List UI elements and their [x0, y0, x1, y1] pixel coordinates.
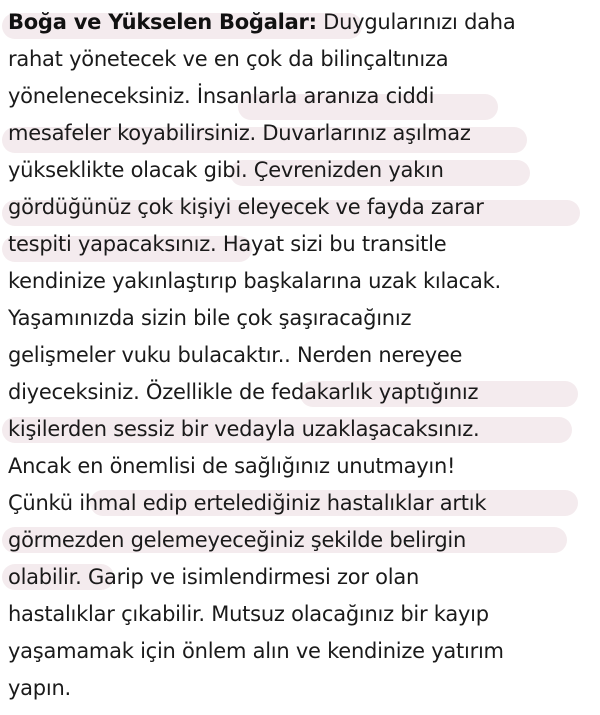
heading: Boğa ve Yükselen Boğalar: — [8, 10, 317, 34]
text-line: görmezden gelemeyeceğiniz şekilde belirgin — [8, 528, 467, 552]
text-line: gördüğünüz çok kişiyi eleyecek ve fayda zarar — [8, 195, 484, 219]
text-line: tespiti yapacaksınız. Hayat sizi bu transitle — [8, 232, 447, 256]
text-line: Yaşamınızda sizin bile çok şaşıracağınız — [8, 306, 412, 330]
text-line: yöneleneceksiniz. İnsanlarla aranıza ciddi — [8, 84, 435, 108]
text-line — [8, 4, 515, 40]
text-line: yükseklikte olacak gibi. Çevrenizden yakın — [8, 158, 444, 182]
text-line: rahat yönetecek ve en çok da bilinçaltınıza — [8, 47, 449, 71]
text-line: kendinize yakınlaştırıp başkalarına uzak kılacak. — [8, 269, 501, 293]
text-segment: Duygularınızı daha — [316, 10, 516, 34]
text-line: hastalıklar çıkabilir. Mutsuz olacağınız bir kayıp — [8, 602, 489, 626]
text-line: Ancak en önemlisi de sağlığınız unutmayın! — [8, 454, 456, 478]
text-line: diyeceksiniz. Özellikle de fedakarlık yaptığınız — [8, 380, 479, 404]
text-line: yapın. — [8, 676, 71, 700]
text-line: Çünkü ihmal edip ertelediğiniz hastalıklar artık — [8, 491, 487, 515]
text-line: kişilerden sessiz bir vedayla uzaklaşacaksınız. — [8, 417, 480, 441]
text-line: gelişmeler vuku bulacaktır.. Nerden nereyee — [8, 343, 463, 367]
text-line: olabilir. Garip ve isimlendirmesi zor olan — [8, 565, 420, 589]
text-line: mesafeler koyabilirsiniz. Duvarlarınız aşılmaz — [8, 121, 471, 145]
text-line: yaşamamak için önlem alın ve kendinize yatırım — [8, 639, 504, 663]
